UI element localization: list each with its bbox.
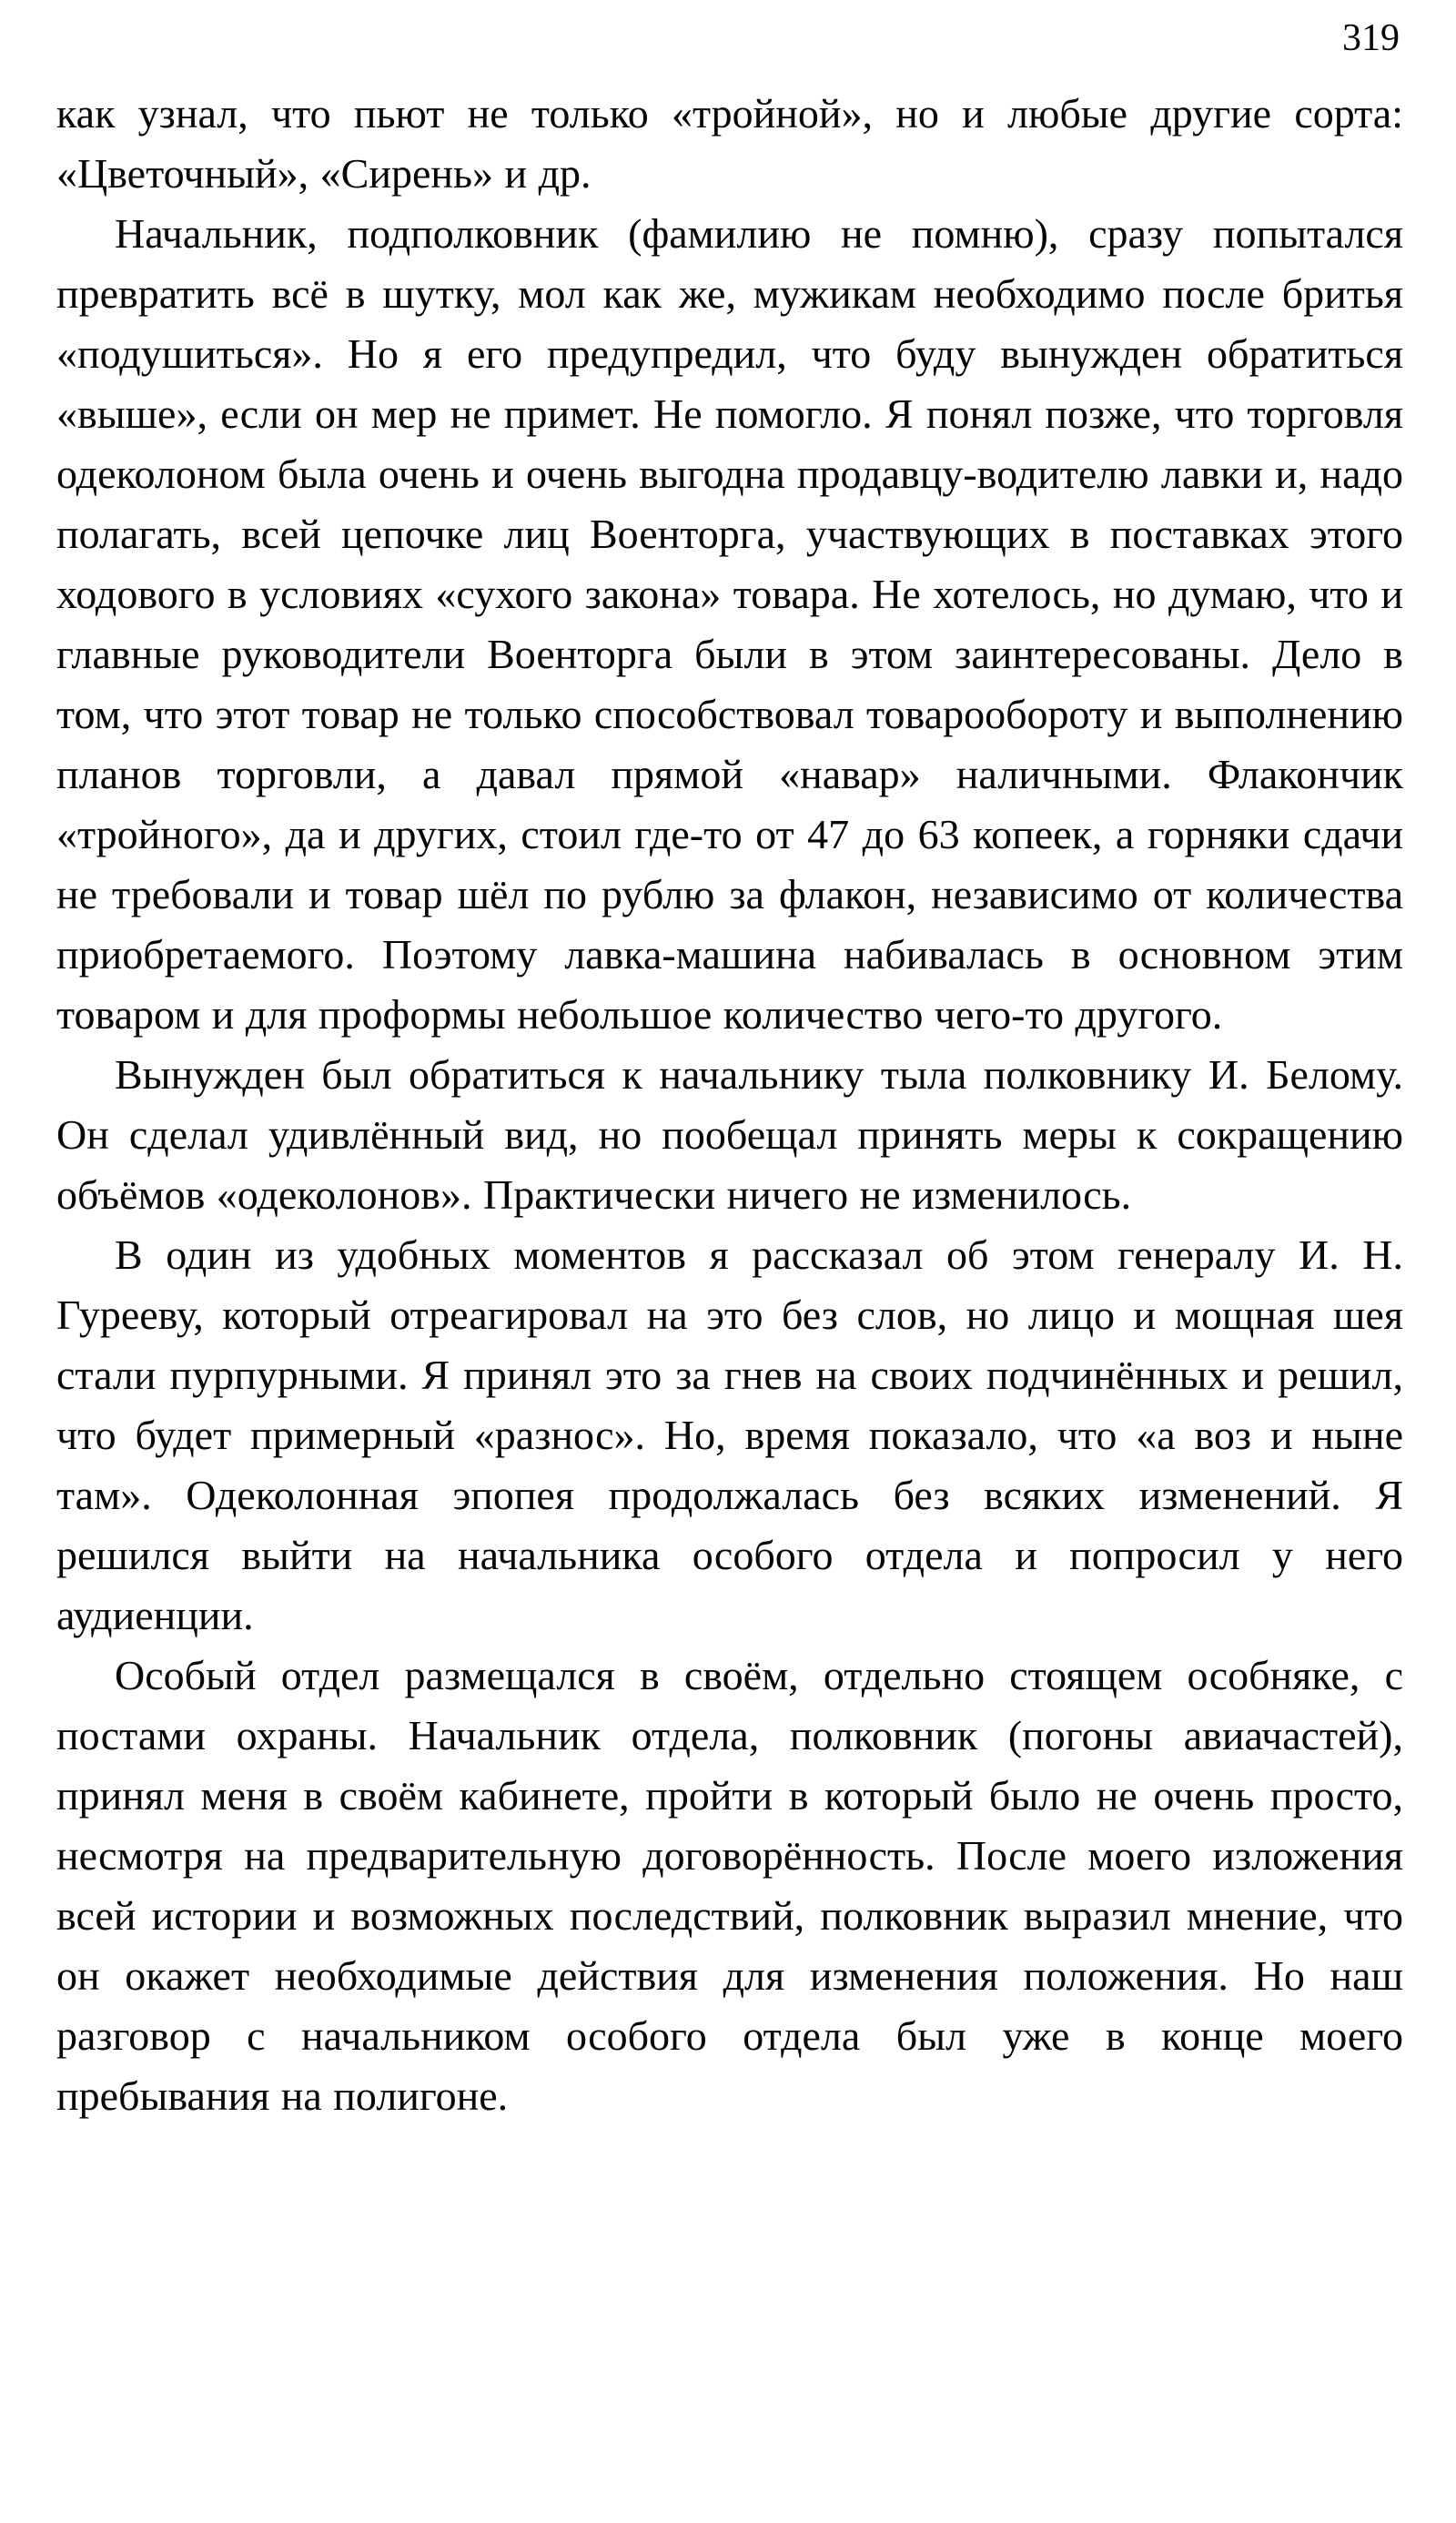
paragraph: В один из удобных моментов я рассказал об этом генералу И. Н. Гурееву, который отреагировал на это без слов, но лицо и мощная шея стали пурпурными. Я принял это за гнев на своих подчинённых и решил, что будет примерный «разнос». Но, время показало, что «а воз и ныне там». Одеколонная эпопея продолжалась без всяких изменений. Я решился выйти на начальника особого отдела и попросил у него аудиенции. xyxy=(56,1231,1403,1638)
text-block xyxy=(56,84,1403,2126)
paragraph-continuation: как узнал, что пьют не только «тройной», но и любые другие сорта: «Цветочный», «Сирень» и др. xyxy=(56,90,1403,197)
paragraph: Вынужден был обратиться к начальнику тыла полковнику И. Белому. Он сделал удивлённый вид, но пообещал принять меры к сокращению объёмов «одеколонов». Практически ничего не изменилось. xyxy=(56,1051,1403,1218)
paragraph: Особый отдел размещался в своём, отдельно стоящем особняке, с постами охраны. Начальник отдела, полковник (погоны авиачастей), принял меня в своём кабинете, пройти в который было не очень просто, несмотря на предварительную договорённость. После моего изложения всей истории и возможных последствий, полковник выразил мнение, что он окажет необходимые действия для изменения положения. Но наш разговор с начальником особого отдела был уже в конце моего пребывания на полигоне. xyxy=(56,1652,1403,2119)
page-number: 319 xyxy=(1342,17,1400,59)
paragraph: Начальник, подполковник (фамилию не помню), сразу попытался превратить всё в шутку, мол как же, мужикам необходимо после бритья «подушиться». Но я его предупредил, что буду вынужден обратиться «выше», если он мер не примет. Не помогло. Я понял позже, что торговля одеколоном была очень и очень выгодна продавцу-водителю лавки и, надо полагать, всей цепочке лиц Военторга, участвующих в поставках этого ходового в условиях «сухого закона» товара. Не хотелось, но думаю, что и главные руководители Военторга были в этом заинтересованы. Дело в том, что этот товар не только способствовал товарообороту и выполнению планов торговли, а давал прямой «навар» наличными. Флакончик «тройного», да и других, стоил где-то от 47 до 63 копеек, а горняки сдачи не требовали и товар шёл по рублю за флакон, независимо от количества приобретаемого. Поэтому лавка-машина набивалась в основном этим товаром и для проформы небольшое количество чего-то другого. xyxy=(56,210,1403,1038)
